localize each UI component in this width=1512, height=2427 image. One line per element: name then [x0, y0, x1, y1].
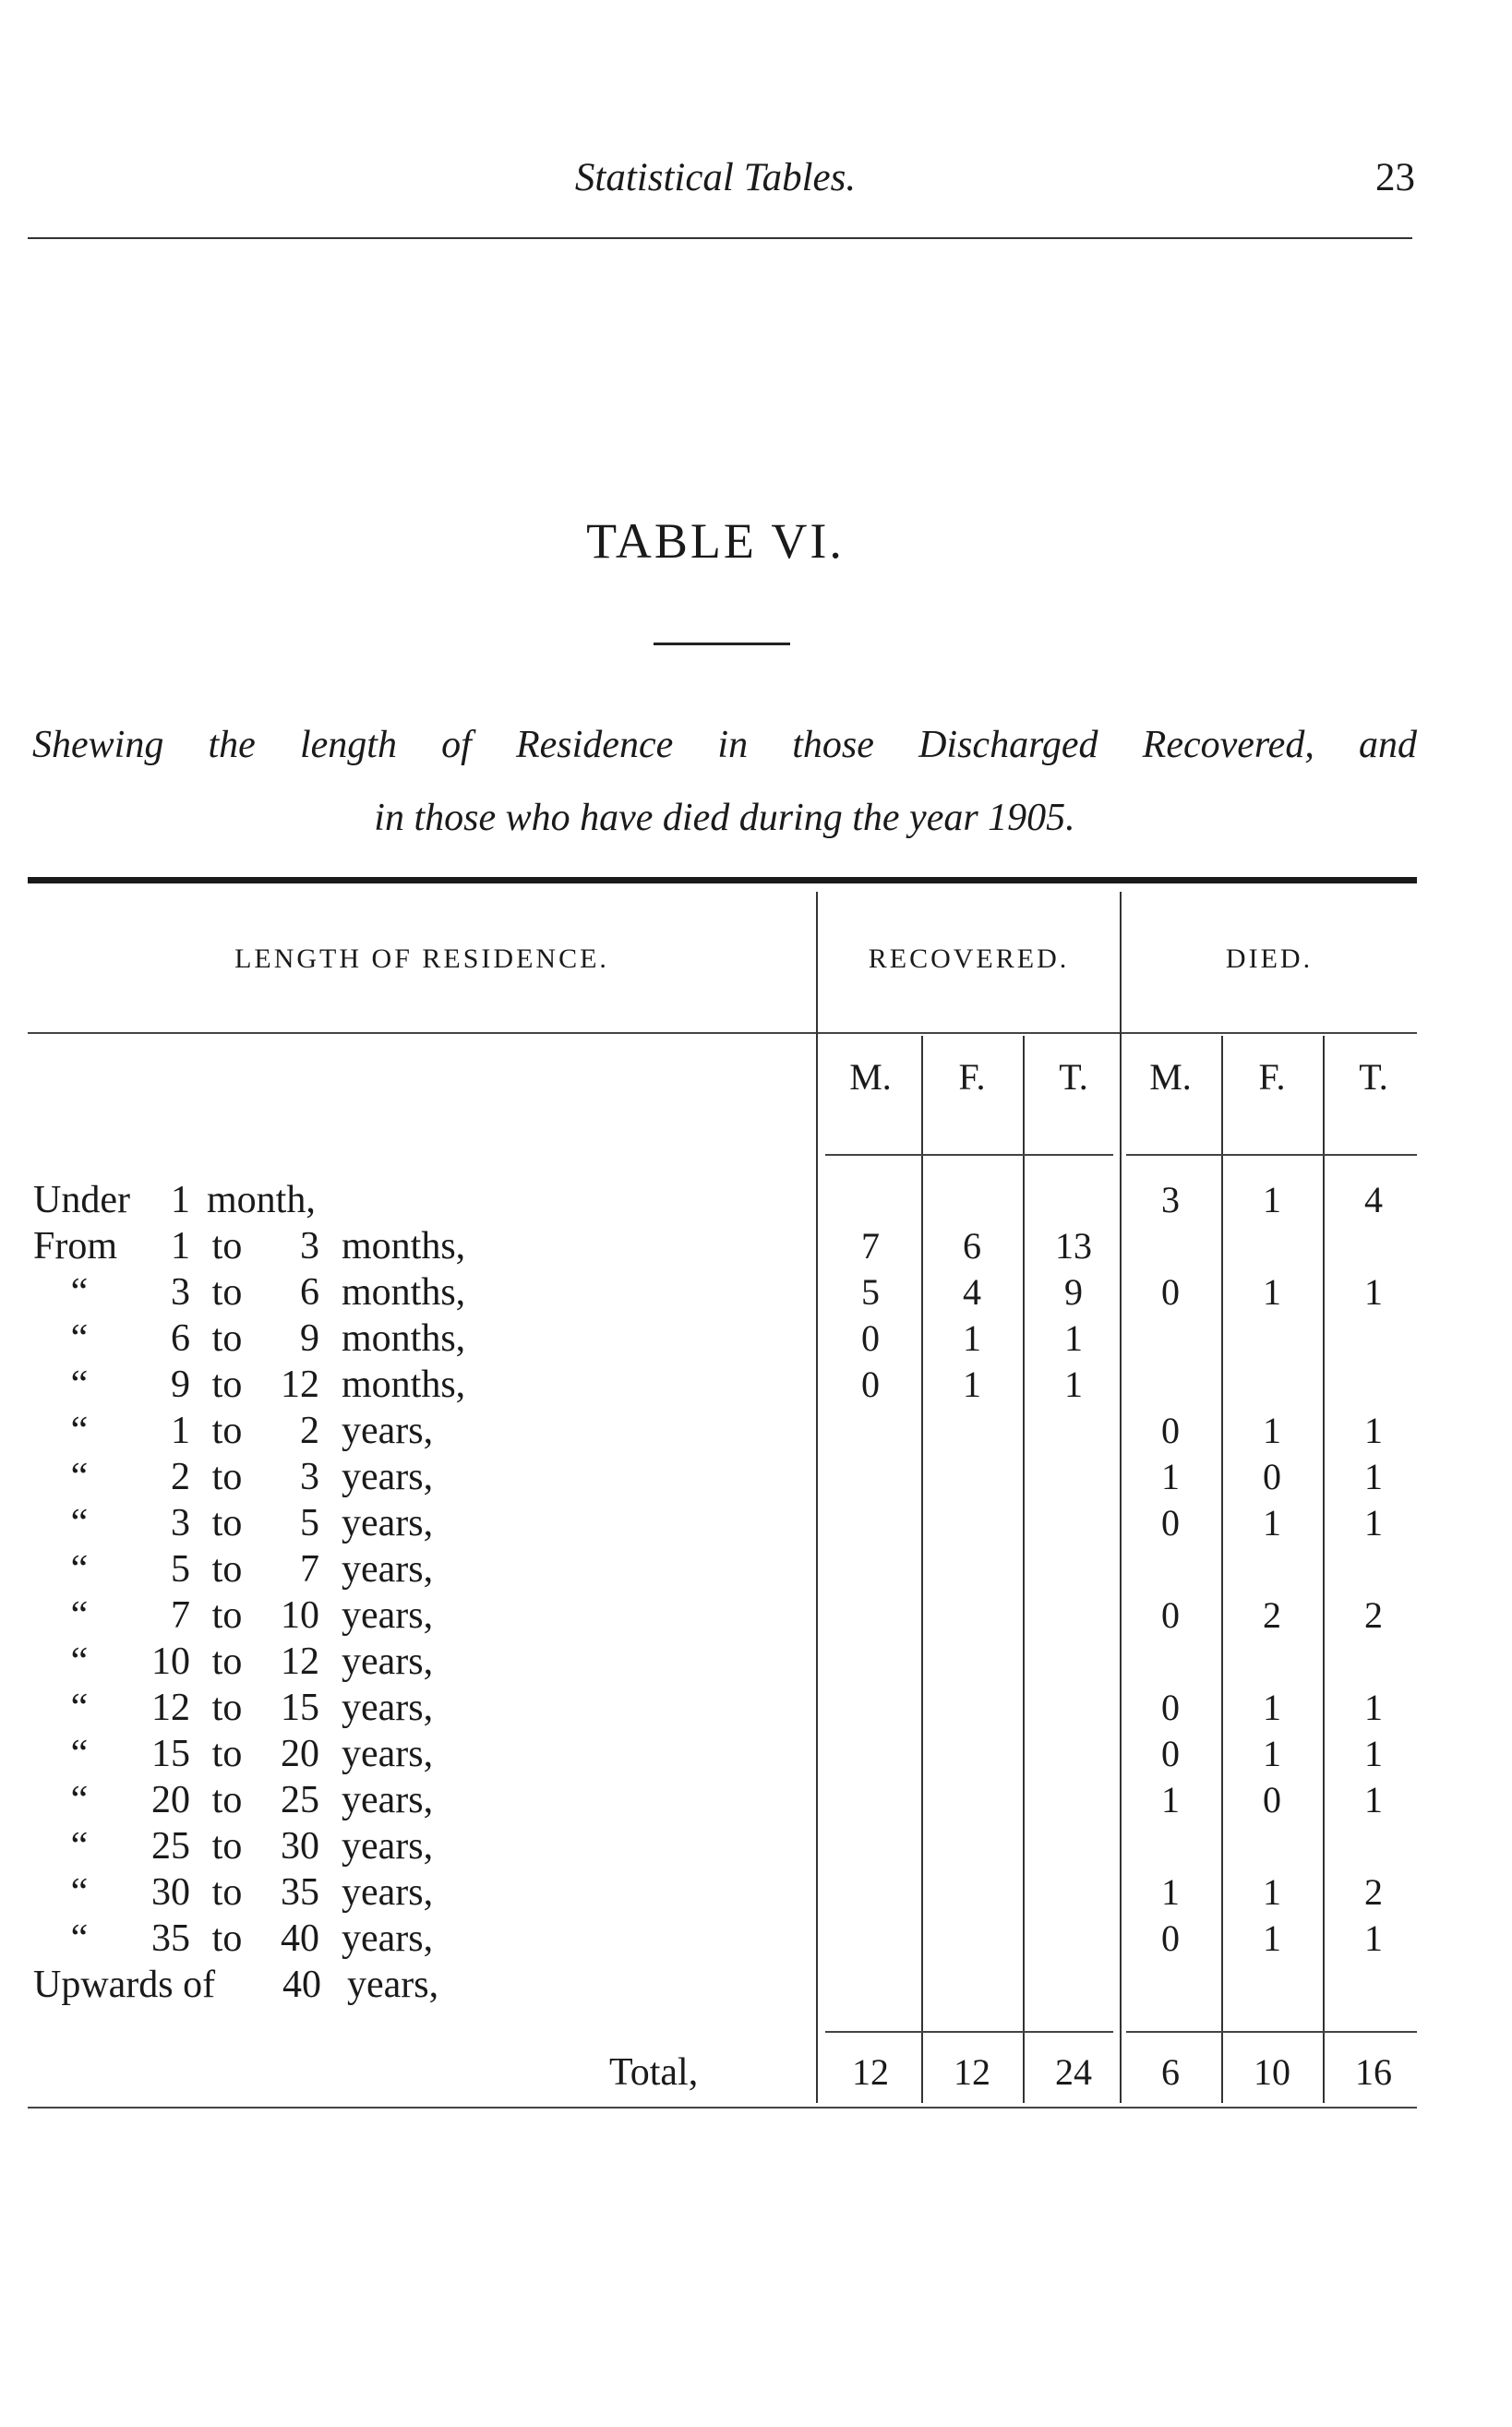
- row-from-value: 10: [151, 1640, 190, 1683]
- row-to-value: 12: [281, 1364, 319, 1406]
- row-prefix: Upwards of: [33, 1964, 216, 2006]
- row-to-word: to: [211, 1779, 243, 1821]
- cell-recovered-m: [820, 1777, 921, 1823]
- row-label: [33, 1362, 465, 1408]
- length-of-residence-header: LENGTH OF RESIDENCE.: [234, 943, 609, 974]
- cell-recovered-t: 1: [1064, 1317, 1083, 1359]
- cell-recovered-f: [921, 1731, 1023, 1777]
- cell-died-t: 1: [1364, 1779, 1383, 1820]
- cell-died-m: 0: [1161, 1594, 1180, 1636]
- row-to-value: 5: [300, 1502, 319, 1544]
- row-prefix: “: [70, 1364, 89, 1406]
- row-to-word: to: [211, 1271, 243, 1314]
- cell-recovered-m: [820, 1546, 921, 1592]
- cell-recovered-t: [1023, 1869, 1124, 1916]
- cell-died-t: [1323, 1823, 1424, 1869]
- cell-recovered-m: 0: [861, 1317, 880, 1359]
- row-to-word: to: [211, 1410, 243, 1452]
- cell-recovered-t: [1023, 1546, 1124, 1592]
- row-label: [33, 1731, 433, 1777]
- cell-recovered-f: [921, 1777, 1023, 1823]
- row-label: [33, 1823, 433, 1869]
- cell-recovered-m: [820, 1916, 921, 1962]
- cell-died-f: 1: [1263, 1871, 1281, 1913]
- cell-recovered-f: 1: [963, 1364, 981, 1405]
- recovered-subheader-rule: [825, 1154, 1113, 1156]
- row-from-value: 40: [282, 1964, 321, 2006]
- total-label: Total,: [609, 2051, 699, 2094]
- cell-recovered-t: [1023, 1408, 1124, 1454]
- row-to-word: to: [211, 1733, 243, 1775]
- row-to-value: 3: [300, 1225, 319, 1268]
- died-t-header: T.: [1359, 1056, 1388, 1098]
- cell-died-f: 0: [1263, 1779, 1281, 1820]
- row-prefix: “: [70, 1640, 89, 1683]
- row-from-value: 1: [171, 1179, 190, 1221]
- table-top-rule: [28, 877, 1417, 883]
- row-to-word: to: [211, 1825, 243, 1868]
- running-head: [0, 155, 1512, 210]
- row-prefix: “: [70, 1410, 89, 1452]
- row-prefix: “: [70, 1917, 89, 1960]
- header-divider-rule: [28, 1032, 1417, 1034]
- died-total-rule: [1126, 2031, 1417, 2033]
- row-from-value: 7: [171, 1594, 190, 1637]
- cell-recovered-t: [1023, 1177, 1124, 1223]
- cell-died-m: 0: [1161, 1271, 1180, 1313]
- page-number: 23: [1375, 156, 1415, 199]
- cell-died-m: [1120, 1639, 1221, 1685]
- row-unit: years,: [342, 1687, 434, 1729]
- cell-recovered-t: [1023, 1962, 1124, 2008]
- row-to-word: to: [211, 1871, 243, 1914]
- row-to-word: to: [211, 1364, 243, 1406]
- row-label: [33, 1223, 465, 1269]
- cell-died-t: 1: [1364, 1687, 1383, 1728]
- cell-recovered-m: 0: [861, 1364, 880, 1405]
- row-to-value: 9: [300, 1317, 319, 1360]
- row-to-value: 30: [281, 1825, 319, 1868]
- cell-died-f: 1: [1263, 1687, 1281, 1728]
- cell-recovered-f: [921, 1962, 1023, 2008]
- row-prefix: “: [70, 1687, 89, 1729]
- header-rule: [28, 237, 1412, 239]
- row-prefix: “: [70, 1779, 89, 1821]
- row-unit: months,: [342, 1225, 466, 1268]
- row-unit: years,: [342, 1456, 434, 1498]
- row-to-word: to: [211, 1548, 243, 1591]
- row-to-word: to: [211, 1317, 243, 1360]
- cell-died-m: [1120, 1223, 1221, 1269]
- cell-died-m: 1: [1161, 1779, 1180, 1820]
- cell-died-f: 1: [1263, 1410, 1281, 1451]
- cell-died-t: 1: [1364, 1456, 1383, 1497]
- row-to-value: 3: [300, 1456, 319, 1498]
- table-bottom-rule: [28, 2107, 1417, 2109]
- row-label: [33, 1869, 433, 1916]
- cell-recovered-m: [820, 1685, 921, 1731]
- row-unit: month,: [207, 1179, 316, 1221]
- row-label: [33, 1316, 465, 1362]
- row-to-value: 10: [281, 1594, 319, 1637]
- row-unit: months,: [342, 1364, 466, 1406]
- row-from-value: 35: [151, 1917, 190, 1960]
- running-title: Statistical Tables.: [574, 156, 857, 199]
- row-from-value: 1: [171, 1225, 190, 1268]
- row-prefix: From: [33, 1225, 118, 1268]
- row-prefix: “: [70, 1594, 89, 1637]
- died-m-header: M.: [1149, 1056, 1192, 1098]
- row-unit: years,: [347, 1964, 439, 2006]
- row-to-value: 15: [281, 1687, 319, 1729]
- row-prefix: “: [70, 1825, 89, 1868]
- caption-line-1: Shewing the length of Residence in those Discharged Recovered, and: [32, 724, 1417, 766]
- cell-died-m: 0: [1161, 1687, 1180, 1728]
- cell-died-m: 1: [1161, 1456, 1180, 1497]
- cell-died-f: 1: [1263, 1179, 1281, 1220]
- cell-died-f: 1: [1263, 1271, 1281, 1313]
- cell-recovered-m: [820, 1454, 921, 1500]
- cell-died-t: 2: [1364, 1871, 1383, 1913]
- cell-died-f: 1: [1263, 1502, 1281, 1544]
- row-unit: years,: [342, 1779, 434, 1821]
- cell-died-m: [1120, 1362, 1221, 1408]
- cell-recovered-t: [1023, 1916, 1124, 1962]
- cell-recovered-m: [820, 1639, 921, 1685]
- cell-recovered-t: [1023, 1592, 1124, 1639]
- cell-died-m: 3: [1161, 1179, 1180, 1220]
- title-rule: [654, 643, 790, 645]
- row-label: [33, 1639, 433, 1685]
- cell-died-m: 1: [1161, 1871, 1180, 1913]
- row-unit: years,: [342, 1871, 434, 1914]
- row-label: [33, 1916, 433, 1962]
- row-from-value: 3: [171, 1502, 190, 1544]
- cell-died-f: 1: [1263, 1733, 1281, 1774]
- cell-recovered-f: [921, 1869, 1023, 1916]
- row-from-value: 1: [171, 1410, 190, 1452]
- recovered-t-header: T.: [1059, 1056, 1088, 1098]
- row-unit: years,: [342, 1733, 434, 1775]
- row-unit: years,: [342, 1917, 434, 1960]
- row-prefix: “: [70, 1871, 89, 1914]
- cell-died-f: [1221, 1546, 1323, 1592]
- cell-recovered-f: [921, 1685, 1023, 1731]
- row-prefix: Under: [33, 1179, 130, 1221]
- cell-died-t: [1323, 1362, 1424, 1408]
- cell-recovered-t: [1023, 1639, 1124, 1685]
- row-label: [33, 1500, 433, 1546]
- row-from-value: 25: [151, 1825, 190, 1868]
- cell-recovered-f: [921, 1500, 1023, 1546]
- row-prefix: “: [70, 1271, 89, 1314]
- row-from-value: 12: [151, 1687, 190, 1729]
- total-died-f: 10: [1254, 2051, 1290, 2093]
- cell-recovered-t: [1023, 1777, 1124, 1823]
- row-from-value: 3: [171, 1271, 190, 1314]
- cell-recovered-m: [820, 1962, 921, 2008]
- cell-recovered-t: [1023, 1500, 1124, 1546]
- cell-recovered-f: [921, 1592, 1023, 1639]
- row-to-word: to: [211, 1687, 243, 1729]
- row-to-word: to: [211, 1640, 243, 1683]
- total-recovered-t: 24: [1055, 2051, 1092, 2093]
- died-f-header: F.: [1258, 1056, 1286, 1098]
- recovered-m-header: M.: [849, 1056, 892, 1098]
- table-caption: [32, 709, 1417, 855]
- died-header: DIED.: [1225, 943, 1314, 974]
- row-from-value: 30: [151, 1871, 190, 1914]
- cell-recovered-f: [921, 1639, 1023, 1685]
- cell-recovered-t: 9: [1064, 1271, 1083, 1313]
- cell-died-t: 1: [1364, 1271, 1383, 1313]
- cell-died-m: 0: [1161, 1502, 1180, 1544]
- recovered-header: RECOVERED.: [868, 943, 1070, 974]
- row-from-value: 2: [171, 1456, 190, 1498]
- row-to-word: to: [211, 1594, 243, 1637]
- cell-recovered-f: 4: [963, 1271, 981, 1313]
- cell-recovered-f: 6: [963, 1225, 981, 1267]
- row-label: [33, 1777, 433, 1823]
- cell-recovered-t: 1: [1064, 1364, 1083, 1405]
- row-prefix: “: [70, 1548, 89, 1591]
- row-unit: years,: [342, 1502, 434, 1544]
- total-recovered-f: 12: [954, 2051, 990, 2093]
- row-prefix: “: [70, 1317, 89, 1360]
- cell-died-f: [1221, 1223, 1323, 1269]
- cell-died-m: 0: [1161, 1410, 1180, 1451]
- row-to-value: 20: [281, 1733, 319, 1775]
- cell-died-t: [1323, 1962, 1424, 2008]
- row-unit: months,: [342, 1271, 466, 1314]
- cell-died-m: [1120, 1546, 1221, 1592]
- cell-died-t: 1: [1364, 1502, 1383, 1544]
- row-to-value: 40: [281, 1917, 319, 1960]
- row-prefix: “: [70, 1456, 89, 1498]
- row-unit: years,: [342, 1594, 434, 1637]
- cell-recovered-f: [921, 1546, 1023, 1592]
- row-to-word: to: [211, 1502, 243, 1544]
- row-label: [33, 1408, 433, 1454]
- total-died-t: 16: [1355, 2051, 1392, 2093]
- cell-died-f: 0: [1263, 1456, 1281, 1497]
- col-divider-length: [816, 892, 818, 2103]
- cell-recovered-t: 13: [1055, 1225, 1092, 1267]
- cell-died-m: [1120, 1962, 1221, 2008]
- row-prefix: “: [70, 1733, 89, 1775]
- row-to-word: to: [211, 1917, 243, 1960]
- cell-died-f: 1: [1263, 1917, 1281, 1959]
- cell-recovered-f: [921, 1823, 1023, 1869]
- row-label: [33, 1546, 433, 1592]
- row-label: [33, 1685, 433, 1731]
- cell-recovered-f: [921, 1177, 1023, 1223]
- row-label: [33, 1962, 438, 2008]
- caption-line-2: in those who have died during the year 1905.: [374, 797, 1075, 839]
- total-died-m: 6: [1161, 2051, 1180, 2093]
- cell-recovered-m: [820, 1869, 921, 1916]
- total-recovered-m: 12: [852, 2051, 889, 2093]
- row-unit: months,: [342, 1317, 466, 1360]
- cell-died-t: 4: [1364, 1179, 1383, 1220]
- cell-died-f: [1221, 1823, 1323, 1869]
- cell-recovered-m: [820, 1731, 921, 1777]
- row-unit: years,: [342, 1640, 434, 1683]
- cell-died-m: 0: [1161, 1917, 1180, 1959]
- row-unit: years,: [342, 1548, 434, 1591]
- row-to-value: 35: [281, 1871, 319, 1914]
- cell-died-f: [1221, 1362, 1323, 1408]
- table-title: TABLE VI.: [586, 513, 845, 569]
- row-label: [33, 1177, 316, 1223]
- cell-died-t: [1323, 1223, 1424, 1269]
- cell-died-m: [1120, 1316, 1221, 1362]
- row-prefix: “: [70, 1502, 89, 1544]
- row-from-value: 20: [151, 1779, 190, 1821]
- row-from-value: 15: [151, 1733, 190, 1775]
- row-to-value: 2: [300, 1410, 319, 1452]
- cell-recovered-m: [820, 1823, 921, 1869]
- cell-died-t: [1323, 1639, 1424, 1685]
- row-from-value: 6: [171, 1317, 190, 1360]
- row-to-value: 25: [281, 1779, 319, 1821]
- cell-recovered-t: [1023, 1823, 1124, 1869]
- row-label: [33, 1454, 433, 1500]
- row-unit: years,: [342, 1825, 434, 1868]
- cell-died-t: 1: [1364, 1733, 1383, 1774]
- cell-died-f: [1221, 1316, 1323, 1362]
- recovered-total-rule: [825, 2031, 1113, 2033]
- cell-died-t: 2: [1364, 1594, 1383, 1636]
- cell-died-t: 1: [1364, 1917, 1383, 1959]
- row-label: [33, 1269, 465, 1316]
- cell-recovered-t: [1023, 1685, 1124, 1731]
- cell-recovered-m: [820, 1177, 921, 1223]
- cell-died-f: [1221, 1962, 1323, 2008]
- cell-recovered-m: [820, 1592, 921, 1639]
- cell-recovered-f: [921, 1408, 1023, 1454]
- row-to-value: 6: [300, 1271, 319, 1314]
- cell-recovered-m: [820, 1408, 921, 1454]
- row-label: [33, 1592, 433, 1639]
- row-from-value: 5: [171, 1548, 190, 1591]
- cell-died-t: [1323, 1316, 1424, 1362]
- cell-recovered-m: 5: [861, 1271, 880, 1313]
- row-to-word: to: [211, 1456, 243, 1498]
- cell-died-m: [1120, 1823, 1221, 1869]
- cell-recovered-t: [1023, 1454, 1124, 1500]
- row-to-value: 7: [300, 1548, 319, 1591]
- cell-recovered-m: [820, 1500, 921, 1546]
- cell-died-f: 2: [1263, 1594, 1281, 1636]
- cell-died-t: 1: [1364, 1410, 1383, 1451]
- row-to-value: 12: [281, 1640, 319, 1683]
- cell-recovered-f: [921, 1916, 1023, 1962]
- cell-recovered-f: 1: [963, 1317, 981, 1359]
- row-to-word: to: [211, 1225, 243, 1268]
- cell-recovered-m: 7: [861, 1225, 880, 1267]
- row-from-value: 9: [171, 1364, 190, 1406]
- died-subheader-rule: [1126, 1154, 1417, 1156]
- cell-died-f: [1221, 1639, 1323, 1685]
- cell-recovered-f: [921, 1454, 1023, 1500]
- recovered-f-header: F.: [958, 1056, 986, 1098]
- cell-recovered-t: [1023, 1731, 1124, 1777]
- cell-died-t: [1323, 1546, 1424, 1592]
- row-unit: years,: [342, 1410, 434, 1452]
- cell-died-m: 0: [1161, 1733, 1180, 1774]
